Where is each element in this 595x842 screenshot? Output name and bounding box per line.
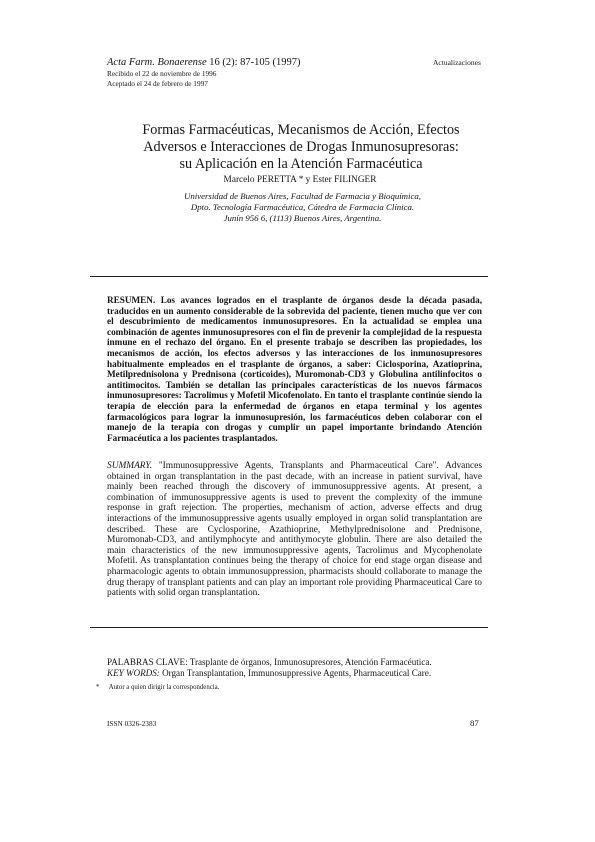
keywords-es <box>107 657 487 668</box>
publication-dates <box>107 69 216 88</box>
keywords-block <box>107 657 487 679</box>
article-title <box>120 122 482 173</box>
section-tag: Actualizaciones <box>433 58 481 67</box>
summary-abstract <box>107 461 482 599</box>
corresponding-author-footnote <box>96 684 219 691</box>
keywords-es-label: PALABRAS CLAVE: <box>107 657 188 667</box>
summary-body: "Immunosuppressive Agents, Transplants and Pharmaceutical Care". Advances obtained in organ transplantation in the past decade, with an increase in patient survival, have mainly been reached through the discovery of immunosuppressive agents. At present, a combination of immunosuppressive agents is used to prevent the complexity of the immune response in graft rejection. The properties, mechanism of action, adverse effects and drug interactions of the immunosuppressive agents usually employed in organ solid transplantation are described. These are Cyclosporine, Azathioprine, Methylprednisolone and Prednisone, Muromonab-CD3, and antilymphocyte and antithymocyte globulin. There are also detailed the main characteristics of the new immunosuppressive agents, Tacrolimus and Mycophenolate Mofetil. As transplantation continues being the therapy of choice for end stage organ disease and pharmacologic agents to obtain immunosuppression, pharmacists should collaborate to manage the drug therapy of transplant patients and can play an important role providing Pharmaceutical Care to patients with solid organ transplantation. <box>107 461 482 599</box>
page-number: 87 <box>470 718 479 728</box>
affiliation-line: Dpto. Tecnología Farmacéutica, Cátedra de Farmacia Clínica. <box>190 202 415 212</box>
journal-citation <box>107 57 301 68</box>
resumen-abstract: RESUMEN. Los avances logrados en el trasplante de órganos desde la década pasada, traducidos en un aumento considerable de la sobrevida del paciente, tienen mucho que ver con el descubrimiento de medicamentos inmunosupresores. En la actualidad se emplea una combinación de agentes inmunosupresores con el fin de prevenir la complejidad de la respuesta inmune en el rechazo del órgano. En el presente trabajo se describen las propiedades, los mecanismos de acción, los efectos adversos y las interacciones de los inmunosupresores habitualmente empleados en el trasplante de órganos, a saber: Ciclosporina, Azatioprina, Metilprednisolona y Prednisona (corticoides), Muromonab-CD3 y Globulina antilinfocitos o antitimocitos. También se detallan las principales características de los nuevos fármacos inmunosupresores: Tacrolimus y Mofetil Micofenolato. En tanto el trasplante continúe siendo la terapia de elección para la enfermedad de órganos en etapa terminal y los agentes farmacológicos para lograr la inmunosupresión, los farmacéuticos deben colaborar con el manejo de la terapia con drogas y cumplir un papel importante brindando Atención Farmacéutica a los pacientes trasplantados. <box>107 295 482 443</box>
authors: Marcelo PERETTA * y Ester FILINGER <box>223 175 377 185</box>
keywords-en <box>107 668 487 679</box>
bottom-divider <box>90 627 488 628</box>
top-divider <box>90 276 488 277</box>
footnote-text: Autor a quien dirigir la correspondencia. <box>108 684 220 691</box>
title-line: Adversos e Interacciones de Drogas Inmunosupresoras: <box>143 139 459 155</box>
journal-name: Acta Farm. Bonaerense <box>107 57 207 68</box>
affiliation-line: Universidad de Buenos Aires, Facultad de Farmacia y Bioquímica, <box>184 191 421 201</box>
summary-lead: SUMMARY. <box>107 461 153 471</box>
received-date: Recibido el 22 de noviembre de 1996 <box>107 69 217 78</box>
footnote-mark: * <box>96 684 100 691</box>
issn: ISSN 0326-2383 <box>107 719 157 728</box>
keywords-es-text: Trasplante de órganos, Inmunosupresores, Atención Farmacéutica. <box>189 657 432 667</box>
keywords-en-label: KEY WORDS: <box>107 668 160 679</box>
title-line: Formas Farmacéuticas, Mecanismos de Acción, Efectos <box>142 122 460 138</box>
affiliation <box>160 191 445 224</box>
keywords-en-text: Organ Transplantation, Immunosuppressive Agents, Pharmaceutical Care. <box>162 668 432 679</box>
affiliation-line: Junín 956 6, (1113) Buenos Aires, Argentina. <box>223 213 382 223</box>
accepted-date: Aceptado el 24 de febrero de 1997 <box>107 78 208 88</box>
journal-details: 16 (2): 87-105 (1997) <box>209 57 301 68</box>
title-line: su Aplicación en la Atención Farmacéutica <box>179 156 423 172</box>
